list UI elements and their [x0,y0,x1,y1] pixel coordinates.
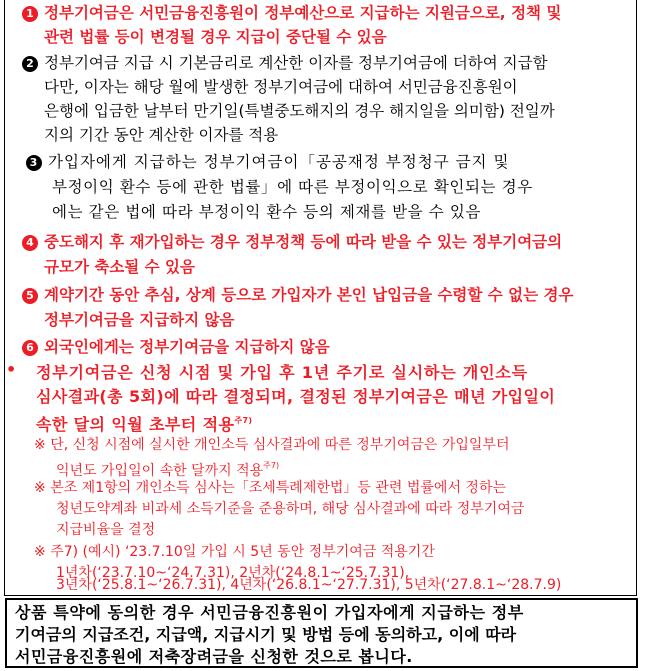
number-2-badge: 2 [22,56,38,72]
note-1-line-1: ※ 단, 신청 시점에 실시한 개인소득 심사결과에 따른 정부기여금은 가입일부터 [34,437,510,453]
item-3-line-2: 부정이익 환수 등에 관한 법률」에 따른 부정이익으로 확인되는 경우 [52,178,533,196]
item-2-line-3: 은행에 입금한 날부터 만기일(특별중도해지의 경우 해지일을 의미함) 전일까 [44,102,555,120]
note-3-line-1: ※ 주7) (예시) ‘23.7.10일 가입 시 5년 동안 정부기여금 적용기간 [34,544,435,560]
note-2-line-3: 지급비율을 결정 [56,522,156,538]
item-5-line-1: 5 계약기간 동안 추심, 상계 등으로 가입자가 본인 납입금을 수령할 수 없는 경우 [22,283,573,307]
note-3-line-3: 3년차(‘25.8.1~‘26.7.31), 4년차(‘26.8.1~‘27.7.31), 5년차(‘27.8.1~‘28.7.9) [56,577,562,593]
number-4-badge: 4 [22,235,38,251]
item-4-line-1: 4 중도해지 후 재가입하는 경우 정부정책 등에 따라 받을 수 있는 정부기여금의 [22,230,562,254]
item-1-line-1: 1 정부기여금은 서민금융진흥원이 정부예산으로 지급하는 지원금으로, 정책 및 [22,1,561,25]
item-2-line-4: 지의 기간 동안 계산한 이자를 적용 [44,126,279,144]
item-3-line-1: 3 가입자에게 지급하는 정부기여금이「공공재정 부정청구 금지 및 [26,150,509,174]
item-5-line-2: 정부기여금을 지급하지 않음 [44,311,235,329]
note-1-line-2: 익년도 가입일이 속한 달까지 적용$^{주7)}$ [56,461,280,479]
note-3-line-2: 1년차(‘23.7.10~‘24.7.31), 2년차(‘24.8.1~‘25.7.31), [56,565,410,581]
bullet-marker: • [6,360,17,379]
bullet-line-2: 심사결과(총 5회)에 따라 결정되며, 결정된 정부기여금은 매년 가입일이 [36,387,556,406]
bullet-line-1: 정부기여금은 신청 시점 및 가입 후 1년 주기로 실시하는 개인소득 [36,363,528,382]
bullet-line-3: 속한 달의 익월 초부터 적용$^{주7)}$ [36,415,253,434]
item-6-line-1: 6 외국인에게는 정부기여금을 지급하지 않음 [22,335,330,359]
number-5-badge: 5 [22,288,38,304]
consent-line-1: 상품 특약에 동의한 경우 서민금융진흥원이 가입자에게 지급하는 정부 [15,603,524,622]
footnote-ref: 주7) [234,416,253,425]
footnote-ref: 주7) [263,461,280,470]
number-3-badge: 3 [26,155,42,171]
note-2-line-2: 청년도약계좌 비과세 소득기준을 준용하며, 해당 심사결과에 따라 정부기여금 [56,501,525,517]
note-mark: ※ [34,544,46,560]
note-2-line-1: ※ 본조 제1항의 개인소득 심사는「조세특례제한법」등 관련 법률에서 정하는 [34,480,506,496]
item-3-line-3: 에는 같은 법에 따라 부정이익 환수 등의 제재를 받을 수 있음 [52,203,482,221]
consent-box [5,598,638,668]
item-4-line-2: 규모가 축소될 수 있음 [44,258,195,276]
consent-line-2: 기여금의 지급조건, 지급액, 지급시기 및 방법 등에 동의하고, 이에 따라 [15,625,517,644]
note-mark: ※ [34,437,46,453]
item-2-line-1: 2 정부기여금 지급 시 기본금리로 계산한 이자를 정부기여금에 더하여 지급함 [22,51,548,75]
item-1-line-2: 관련 법률 등이 변경될 경우 지급이 중단될 수 있음 [44,28,387,46]
number-6-badge: 6 [22,340,38,356]
note-mark: ※ [34,480,46,496]
number-1-badge: 1 [22,6,38,22]
consent-line-3: 서민금융진흥원에 저축장려금을 신청한 것으로 봅니다. [15,647,413,666]
item-2-line-2: 다만, 이자는 해당 월에 발생한 정부기여금에 대하여 서민금융진흥원이 [44,78,518,96]
